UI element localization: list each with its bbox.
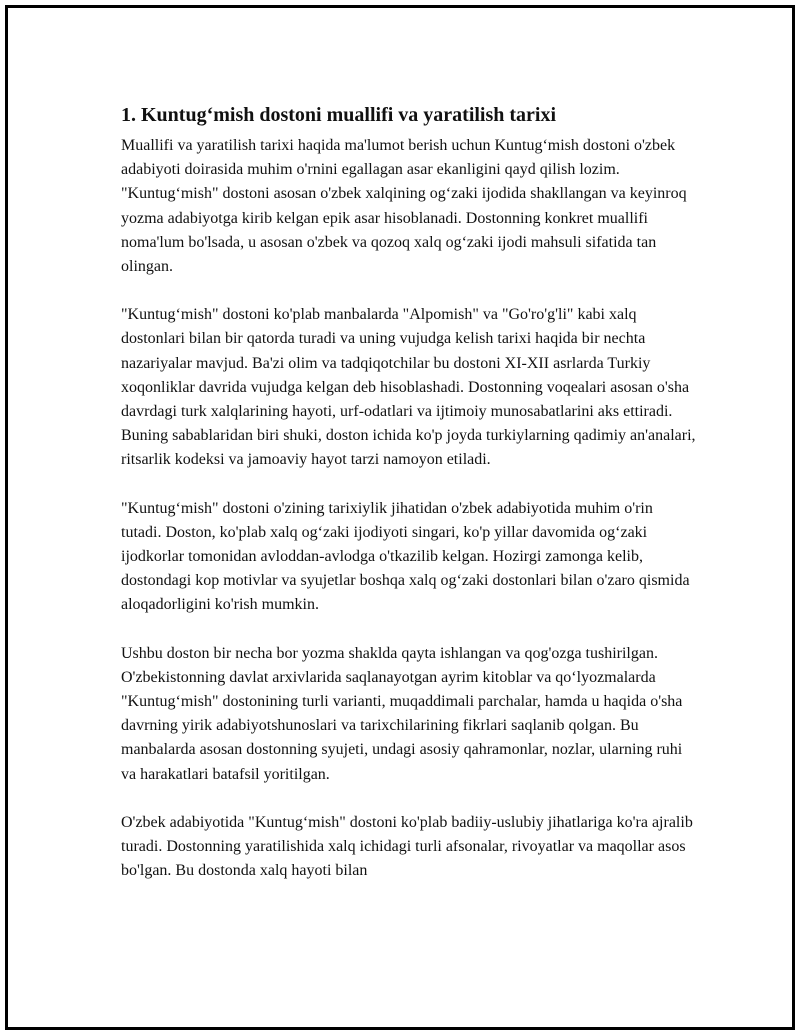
paragraph-2: "Kuntug‘mish" dostoni ko'plab manbalarda "Alpomish" va "Go'ro'g'li" kabi xalq dostonlari bilan bir qatorda turadi va uning vujudga kelish tarixi haqida bir nechta nazariyalar mavjud. Ba'zi olim va tadqiqotchilar bu dostoni XI-XII asrlarda Turkiy xoqonliklar davrida vujudga kelgan deb hisoblashadi. Dostonning voqealari asosan o'sha davrdagi turk xalqlarining hayoti, urf-odatlari va ijtimoiy munosabatlarini aks ettiradi. Buning sabablaridan biri shuki, doston ichida ko'p joyda turkiylarning qadimiy an'analari, ritsarlik kodeksi va jamoaviy hayot tarzi namoyon etiladi. — [121, 306, 696, 469]
section-heading: 1. Kuntug‘mish dostoni muallifi va yaratilish tarixi — [121, 104, 557, 126]
paragraph-1: Muallifi va yaratilish tarixi haqida ma'lumot berish uchun Kuntug‘mish dostoni o'zbek adabiyoti doirasida muhim o'rnini egallagan asar ekanligini qayd qilish lozim. "Kuntug‘mish" dostoni asosan o'zbek xalqining og‘zaki ijodida shakllangan va keyinroq yozma adabiyotga kirib kelgan epik asar hisoblanadi. Dostonning konkret muallifi noma'lum bo'lsada, u asosan o'zbek va qozoq xalq og‘zaki ijodi mahsuli sifatida tan olingan. — [121, 137, 687, 276]
document-body — [121, 102, 697, 907]
paragraph-4: Ushbu doston bir necha bor yozma shaklda qayta ishlangan va qog'ozga tushirilgan. O'zbekistonning davlat arxivlarida saqlanayotgan ayrim kitoblar va qo‘lyozmalarda "Kuntug‘mish" dostonining turli varianti, muqaddimali parchalar, hamda u haqida o'sha davrning yirik adabiyotshunoslari va tarixchilarining fikrlari saqlanib qolgan. Bu manbalarda asosan dostonning syujeti, undagi asosiy qahramonlar, nozlar, ularning ruhi va harakatlari batafsil yoritilgan. — [121, 644, 683, 783]
paragraph-5: O'zbek adabiyotida "Kuntug‘mish" dostoni ko'plab badiiy-uslubiy jihatlariga ko'ra ajralib turadi. Dostonning yaratilishida xalq ichidagi turli afsonalar, rivoyatlar va maqollar asos bo'lgan. Bu dostonda xalq hayoti bilan — [121, 813, 693, 880]
paragraph-3: "Kuntug‘mish" dostoni o'zining tarixiylik jihatidan o'zbek adabiyotida muhim o'rin tutadi. Doston, ko'plab xalq og‘zaki ijodiyoti singari, ko'p yillar davomida og‘zaki ijodkorlar tomonidan avloddan-avlodga o'tkazilib kelgan. Hozirgi zamonga kelib, dostondagi kop motivlar va syujetlar boshqa xalq og‘zaki dostonlari bilan o'zaro qismida aloqadorligini ko'rish mumkin. — [121, 499, 690, 614]
page-frame — [5, 5, 795, 1030]
